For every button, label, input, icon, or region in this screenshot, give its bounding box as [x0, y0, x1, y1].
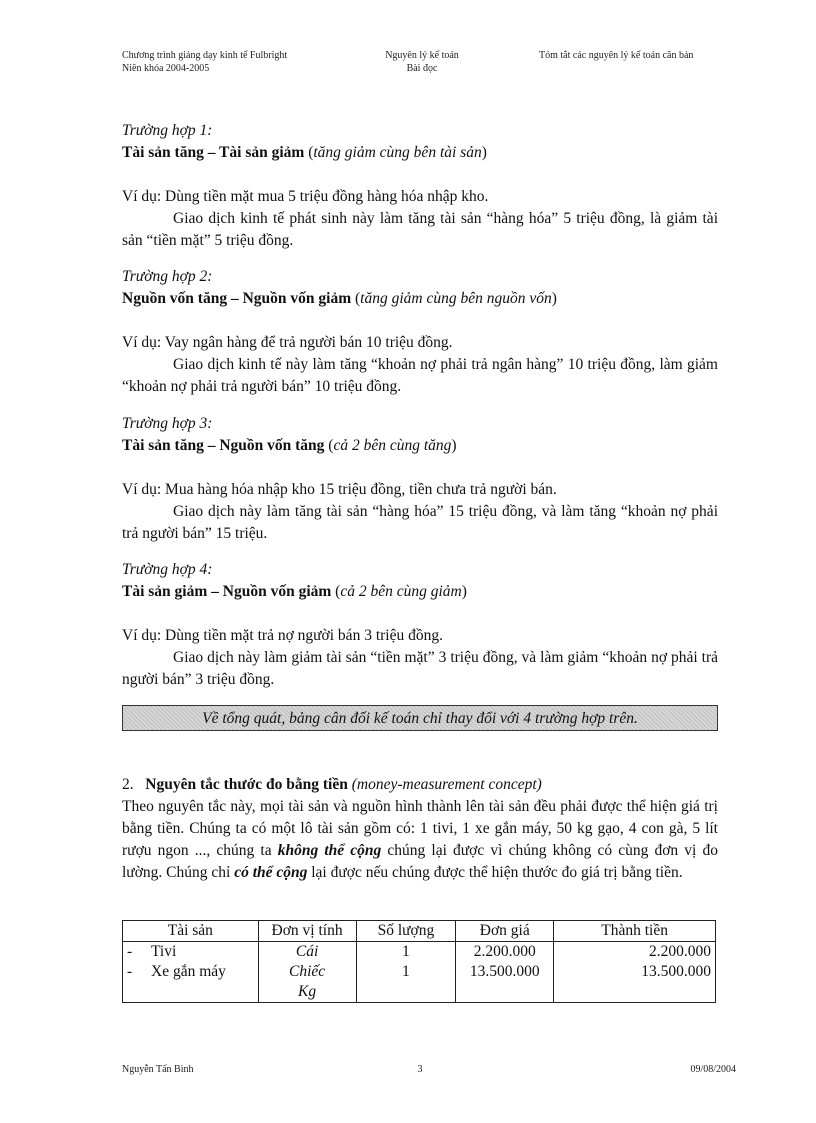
paragraph-text: lại được nếu chúng được thể hiện thước đo giá trị bằng tiền. — [307, 864, 683, 881]
header-doc-type: Bài đọc — [406, 63, 438, 74]
case-explanation: Giao dịch kinh tế này làm tăng “khoản nợ phải trả ngân hàng” 10 triệu đồng, làm giảm “khoản nợ phải trả người bán” 10 triệu đồng. — [122, 356, 718, 395]
section-title-english: (money-measurement concept) — [351, 776, 542, 793]
asset-name: Tivi — [151, 943, 177, 960]
column-header: Đơn vị tính — [258, 921, 356, 942]
case-heading-bold: Tài sản tăng – Tài sản giảm — [122, 144, 305, 161]
column-header: Tài sản — [123, 921, 259, 942]
case-heading: Tài sản tăng – Nguồn vốn tăng (cả 2 bên cùng tăng) — [122, 437, 457, 454]
asset-cell — [123, 962, 259, 982]
case-explanation: Giao dịch này làm giảm tài sản “tiền mặt” 3 triệu đồng, và làm giảm “khoản nợ phải trả người bán” 3 triệu đồng. — [122, 649, 718, 688]
case-label: Trường hợp 2: — [122, 268, 213, 285]
header-program: Chương trình giảng dạy kinh tế Fulbright — [122, 50, 288, 61]
case-1 — [122, 120, 718, 252]
case-explanation: Giao dịch này làm tăng tài sản “hàng hóa” 15 triệu đồng, và làm tăng “khoản nợ phải trả người bán” 15 triệu. — [122, 503, 718, 542]
case-heading-bold: Tài sản giảm – Nguồn vốn giảm — [122, 583, 332, 600]
asset-cell — [123, 942, 259, 963]
case-heading: Tài sản giảm – Nguồn vốn giảm (cả 2 bên cùng giảm) — [122, 583, 467, 600]
case-label: Trường hợp 3: — [122, 415, 213, 432]
case-heading-note: tăng giảm cùng bên nguồn vốn — [360, 290, 552, 307]
case-heading-note: tăng giảm cùng bên tài sản — [313, 144, 482, 161]
case-heading-note: cả 2 bên cùng tăng — [333, 437, 452, 454]
case-heading-bold: Tài sản tăng – Nguồn vốn tăng — [122, 437, 325, 454]
table-header-row — [123, 921, 716, 942]
unit-cell: Chiếc — [258, 962, 356, 982]
price-cell: 13.500.000 — [456, 962, 554, 982]
case-2 — [122, 266, 718, 398]
paragraph-text: chúng lại được vì chúng không có cùng đơn vị đo lường. Chúng chỉ — [122, 842, 718, 881]
case-example: Ví dụ: Dùng tiền mặt mua 5 triệu đồng hàng hóa nhập kho. — [122, 188, 489, 205]
section-title: Nguyên tắc thước đo bằng tiền — [145, 776, 348, 793]
case-label: Trường hợp 4: — [122, 561, 213, 578]
column-header: Đơn giá — [456, 921, 554, 942]
paragraph-text: Theo nguyên tắc này, mọi tài sản và nguồn hình thành lên tài sản đều phải được thể hiện giá trị bằng tiền. Chúng ta có một lô tài sản gồm có: 1 tivi, 1 xe gắn máy, 50 kg gạo, 4 con gà, 5 lít rượu ngon ..., chúng ta — [122, 798, 718, 859]
case-label: Trường hợp 1: — [122, 122, 213, 139]
emphasis-can-add: có thể cộng — [234, 864, 308, 881]
footer-page-number: 3 — [417, 1064, 423, 1075]
footer-author: Nguyễn Tấn Bình — [122, 1064, 194, 1075]
asset-valuation-table — [122, 920, 716, 1003]
unit-cell: Cái — [258, 942, 356, 963]
case-3 — [122, 413, 718, 545]
section-2-heading — [122, 774, 718, 796]
header-right — [539, 49, 693, 62]
section-2-paragraph — [122, 796, 718, 884]
quantity-cell: 1 — [356, 942, 456, 963]
header-left — [122, 49, 287, 75]
total-cell: 2.200.000 — [554, 942, 716, 963]
asset-cell — [123, 982, 259, 1003]
list-dash: - — [127, 963, 133, 980]
asset-name: Xe gắn máy — [151, 963, 226, 980]
emphasis-cannot-add: không thể cộng — [277, 842, 382, 859]
total-cell — [554, 982, 716, 1003]
unit-cell: Kg — [258, 982, 356, 1003]
case-example: Ví dụ: Vay ngân hàng để trả người bán 10 triệu đồng. — [122, 334, 453, 351]
header-center — [367, 49, 477, 75]
case-example: Ví dụ: Mua hàng hóa nhập kho 15 triệu đồng, tiền chưa trả người bán. — [122, 481, 557, 498]
summary-box: Về tổng quát, bảng cân đối kế toán chỉ thay đổi với 4 trường hợp trên. — [122, 705, 718, 731]
case-explanation: Giao dịch kinh tế phát sinh này làm tăng tài sản “hàng hóa” 5 triệu đồng, là giảm tài sản “tiền mặt” 5 triệu đồng. — [122, 210, 718, 249]
column-header: Số lượng — [356, 921, 456, 942]
table-row — [123, 982, 716, 1003]
case-4 — [122, 559, 718, 691]
section-2 — [122, 774, 718, 884]
case-heading: Nguồn vốn tăng – Nguồn vốn giảm (tăng giảm cùng bên nguồn vốn) — [122, 290, 557, 307]
case-heading: Tài sản tăng – Tài sản giảm (tăng giảm cùng bên tài sản) — [122, 144, 487, 161]
footer-date: 09/08/2004 — [690, 1064, 736, 1075]
list-dash: - — [127, 943, 133, 960]
header-year: Niên khóa 2004-2005 — [122, 63, 210, 74]
table-row — [123, 962, 716, 982]
case-heading-bold: Nguồn vốn tăng – Nguồn vốn giảm — [122, 290, 352, 307]
section-number: 2. — [122, 776, 134, 793]
quantity-cell — [356, 982, 456, 1003]
table-row — [123, 942, 716, 963]
total-cell: 13.500.000 — [554, 962, 716, 982]
header-course: Nguyên lý kế toán — [385, 50, 459, 61]
quantity-cell: 1 — [356, 962, 456, 982]
case-example: Ví dụ: Dùng tiền mặt trả nợ người bán 3 triệu đồng. — [122, 627, 443, 644]
price-cell: 2.200.000 — [456, 942, 554, 963]
header-topic: Tóm tắt các nguyên lý kế toán căn bản — [539, 50, 694, 61]
column-header: Thành tiền — [554, 921, 716, 942]
price-cell — [456, 982, 554, 1003]
case-heading-note: cả 2 bên cùng giảm — [340, 583, 462, 600]
